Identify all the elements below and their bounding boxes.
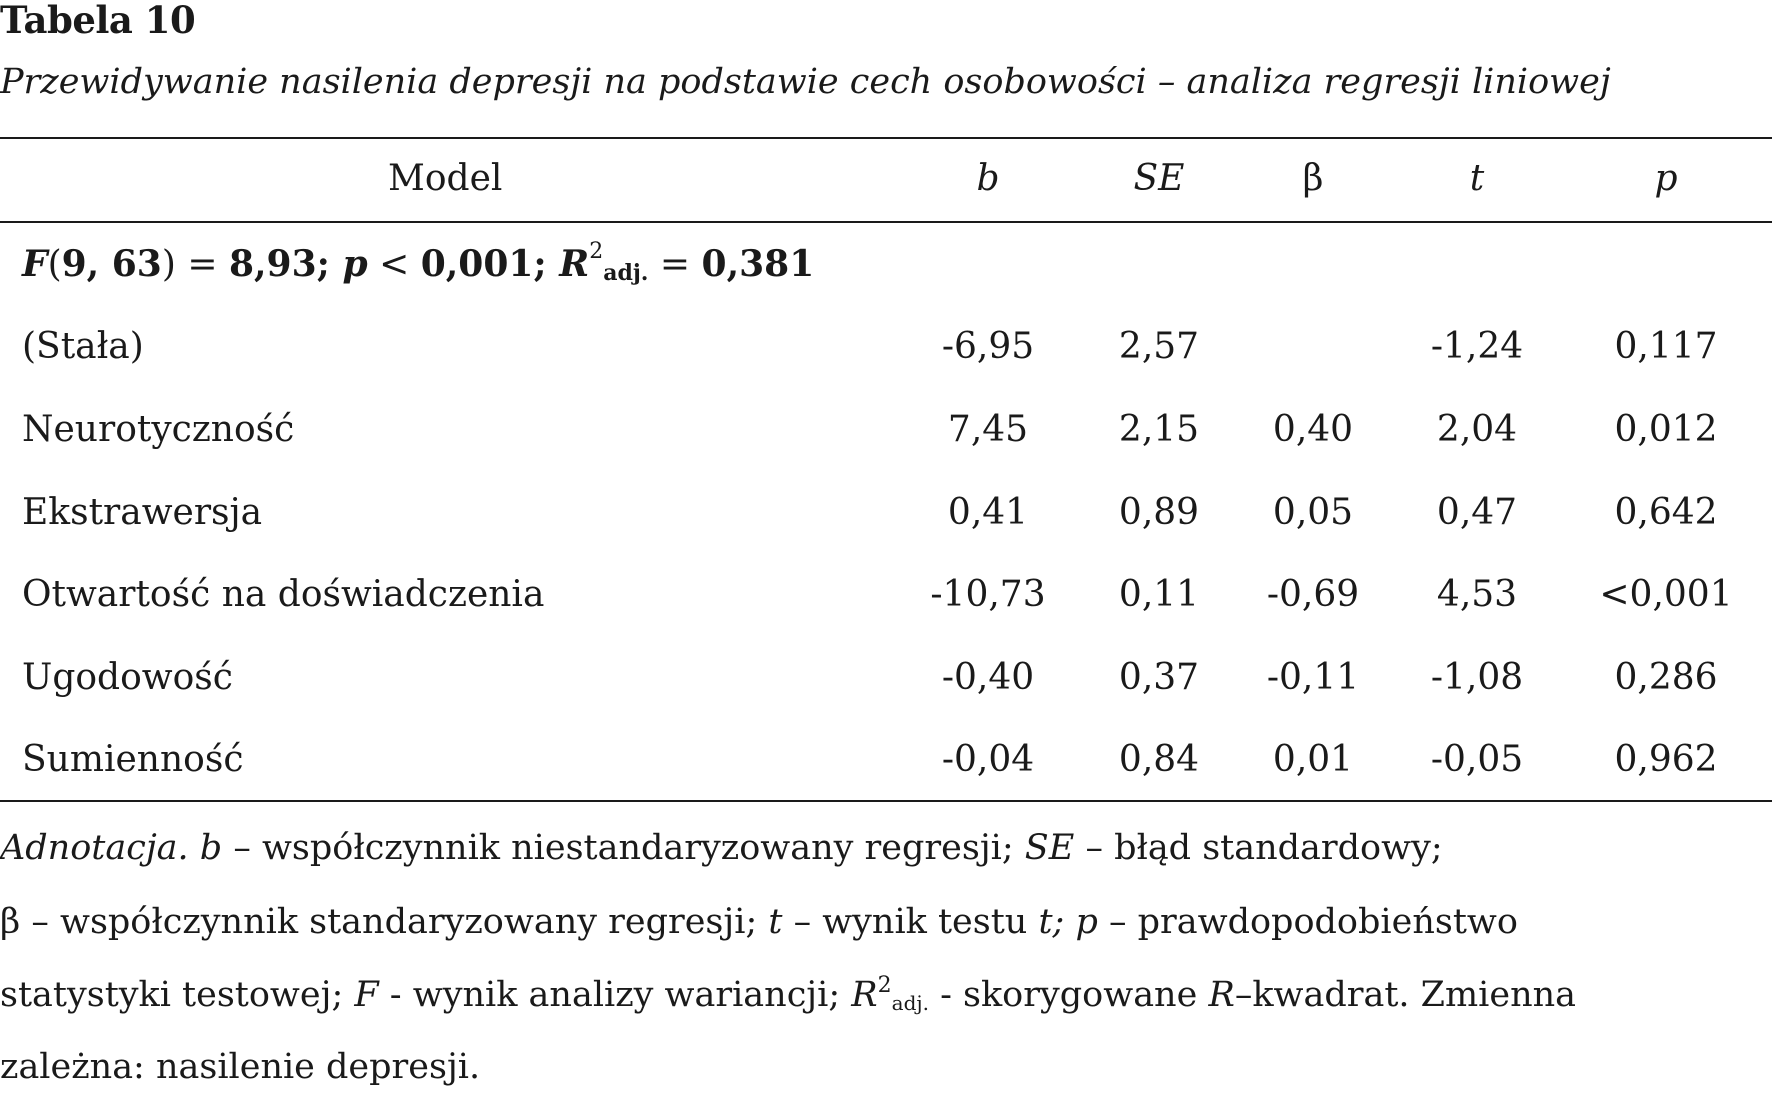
table-label: Tabela 10 xyxy=(0,0,196,42)
cell-t: -0,05 xyxy=(1430,739,1524,780)
note-text: - wynik analizy wariancji; xyxy=(378,975,852,1015)
note-line-3 xyxy=(0,975,1576,1015)
cell-se: 0,84 xyxy=(1118,739,1200,780)
header-model: Model xyxy=(388,158,503,199)
note-symbol: R xyxy=(1208,975,1235,1015)
cell-beta: 0,01 xyxy=(1272,739,1354,780)
row-label: Neurotyczność xyxy=(22,409,295,450)
note-text: – błąd standardowy; xyxy=(1074,828,1443,868)
cell-b: -0,40 xyxy=(941,657,1035,698)
note-line-4: zależna: nasilenie depresji. xyxy=(0,1047,481,1087)
cell-t: 0,47 xyxy=(1436,492,1518,533)
cell-p: <0,001 xyxy=(1599,574,1733,615)
cell-beta: -0,11 xyxy=(1266,657,1360,698)
f-df-close: ) xyxy=(161,244,176,285)
row-label: Ugodowość xyxy=(22,657,233,698)
cell-se: 0,89 xyxy=(1118,492,1200,533)
header-rule xyxy=(0,221,1772,223)
f-eq: = xyxy=(175,244,229,285)
note-text: – wynik testu xyxy=(782,902,1039,942)
cell-se: 2,15 xyxy=(1118,409,1200,450)
cell-p: 0,962 xyxy=(1614,739,1718,780)
p-symbol: p xyxy=(342,243,368,285)
cell-b: 0,41 xyxy=(947,492,1029,533)
row-label: (Stała) xyxy=(22,326,144,367)
note-sub: adj. xyxy=(891,991,929,1015)
r-value: 0,381 xyxy=(701,243,815,285)
cell-beta: 0,40 xyxy=(1272,409,1354,450)
cell-b: 7,45 xyxy=(947,409,1029,450)
cell-b: -6,95 xyxy=(941,326,1035,367)
table-title: Przewidywanie nasilenia depresji na podstawie cech osobowości – analiza regresji liniowej xyxy=(0,62,1611,102)
note-symbol: R xyxy=(851,975,878,1015)
cell-p: 0,012 xyxy=(1614,409,1718,450)
p-value: 0,001; xyxy=(420,243,547,285)
cell-t: 2,04 xyxy=(1436,409,1518,450)
f-df-inner: 9, 63 xyxy=(61,243,162,285)
note-text: statystyki testowej; xyxy=(0,975,355,1015)
note-text: – prawdopodobieństwo xyxy=(1097,902,1518,942)
header-b: b xyxy=(976,158,1000,199)
p-op: < xyxy=(367,244,421,285)
note-text: –kwadrat. Zmienna xyxy=(1234,975,1577,1015)
cell-t: -1,08 xyxy=(1430,657,1524,698)
cell-se: 2,57 xyxy=(1118,326,1200,367)
cell-beta: -0,69 xyxy=(1266,574,1360,615)
r-eq: = xyxy=(648,244,702,285)
f-symbol: F xyxy=(22,243,48,285)
r-sup: 2 xyxy=(589,239,604,264)
cell-p: 0,286 xyxy=(1614,657,1718,698)
note-line-1 xyxy=(0,828,1443,868)
note-symbol: F xyxy=(354,975,379,1015)
bottom-rule xyxy=(0,800,1772,802)
note-label: Adnotacja. b xyxy=(0,828,223,868)
cell-se: 0,37 xyxy=(1118,657,1200,698)
cell-beta: 0,05 xyxy=(1272,492,1354,533)
cell-b: -0,04 xyxy=(941,739,1035,780)
header-p: p xyxy=(1654,158,1678,199)
note-symbol: t; p xyxy=(1038,902,1098,942)
cell-t: -1,24 xyxy=(1430,326,1524,367)
row-label: Sumienność xyxy=(22,739,244,780)
cell-p: 0,117 xyxy=(1614,326,1718,367)
cell-p: 0,642 xyxy=(1614,492,1718,533)
cell-b: -10,73 xyxy=(930,574,1046,615)
note-text: - skorygowane xyxy=(928,975,1209,1015)
note-text: – współczynnik niestandaryzowany regresji; xyxy=(222,828,1025,868)
r-symbol: R xyxy=(559,243,590,285)
f-value: 8,93; xyxy=(228,243,330,285)
cell-t: 4,53 xyxy=(1436,574,1518,615)
r-sub: adj. xyxy=(603,260,649,286)
header-t: t xyxy=(1469,158,1485,199)
note-sup: 2 xyxy=(877,973,892,998)
note-symbol: t xyxy=(768,902,783,942)
note-line-2 xyxy=(0,902,1518,942)
header-beta: β xyxy=(1302,158,1324,199)
cell-se: 0,11 xyxy=(1118,574,1200,615)
model-stats xyxy=(22,239,815,286)
note-text: β – współczynnik standaryzowany regresji; xyxy=(0,902,769,942)
row-label: Otwartość na doświadczenia xyxy=(22,574,545,615)
top-rule xyxy=(0,137,1772,139)
header-se: SE xyxy=(1133,158,1185,199)
note-symbol: SE xyxy=(1024,828,1075,868)
f-df-open: ( xyxy=(47,244,62,285)
row-label: Ekstrawersja xyxy=(22,492,263,533)
